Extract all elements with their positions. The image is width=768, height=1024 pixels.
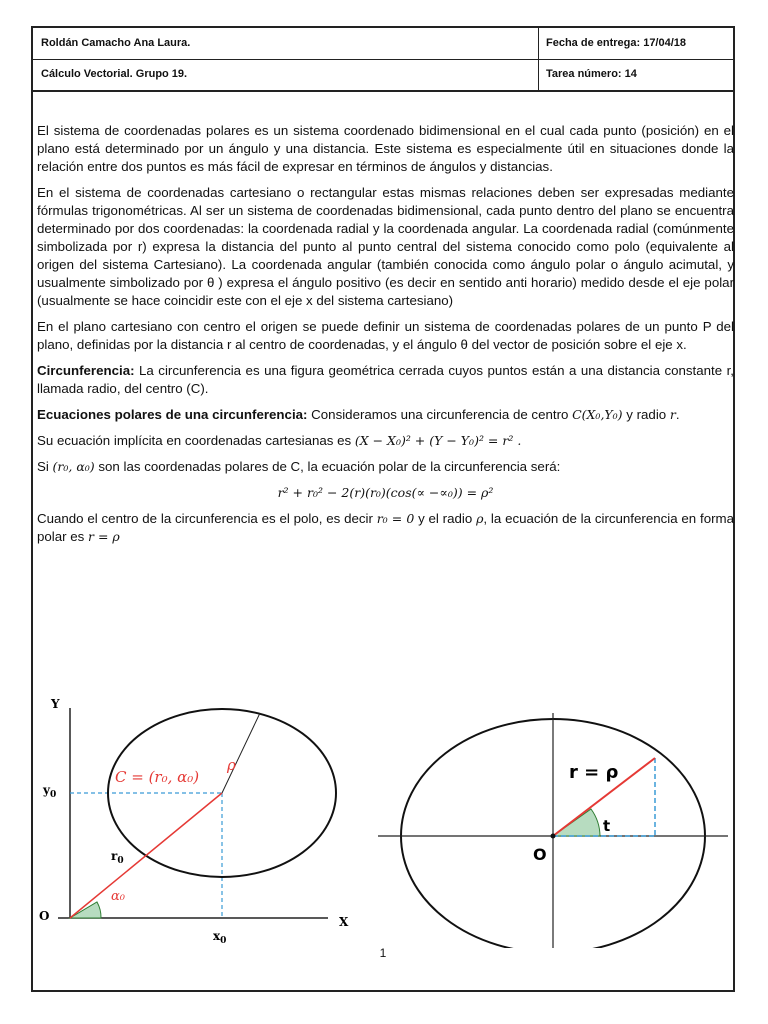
pole-rho: ρ	[476, 511, 484, 526]
polar-equations-text: Consideramos una circunferencia de centro	[307, 407, 573, 422]
y0-label: $y_0$	[43, 783, 57, 800]
polar-coords-post: son las coordenadas polares de C, la ecuación polar de la circunferencia será:	[94, 459, 561, 474]
angle-t-sector	[553, 809, 600, 836]
rho-label: ρ	[227, 756, 236, 774]
polar-equation: r² + r₀² − 2(r)(r₀)(cos(∝ −∝₀)) = ρ²	[277, 485, 494, 500]
radius-symbol: r	[669, 407, 676, 422]
r-rho-label: r = ρ	[569, 762, 619, 783]
implicit-text: Su ecuación implícita en coordenadas cartesianas es	[37, 433, 355, 448]
paragraph-implicit	[37, 432, 734, 450]
r0-label: $r_0$	[111, 849, 124, 866]
radius-r0-line	[70, 793, 222, 918]
rho-line	[222, 713, 260, 793]
author-name: Roldán Camacho Ana Laura.	[41, 37, 191, 49]
pole-equation: r = ρ	[88, 529, 120, 544]
implicit-equation: (X − X₀)² + (Y − Y₀)² = r² .	[354, 433, 522, 448]
x-axis-label: X	[339, 915, 349, 929]
paragraph-polar-coords	[37, 458, 734, 476]
paragraph-circumference	[37, 362, 734, 398]
header-divider-horizontal	[33, 59, 733, 60]
figure-left	[39, 697, 349, 946]
paragraph-pole	[37, 510, 734, 546]
paragraph-cartesian: En el sistema de coordenadas cartesiano o rectangular estas mismas relaciones deben ser expresadas mediante fórmulas trigonométricas. Al ser un sistema de coordenadas bidimensional, cada punto dentro del plano se encuentra determinado por dos coordenadas: la coordenada radial y la coordenada angular. La coordenada radial (comúnmente simbolizada por r) expresa la distancia del punto al punto central del sistema conocido como polo (equivalente al origen del sistema Cartesiano). La coordenada angular (también conocida como ángulo polar o ángulo acimutal, y usualmente simbolizado por θ ) expresa el ángulo positivo (es decir en sentido anti horario) medido desde el eje polar (usualmente se hace coincidir este con el eje x del sistema cartesiano)	[37, 185, 734, 308]
alpha0-label: α₀	[111, 889, 125, 904]
figures	[33, 688, 737, 948]
polar-coords-symbol: (r₀, α₀)	[52, 459, 95, 474]
circumference-label: Circunferencia:	[37, 363, 135, 378]
header-table	[33, 28, 733, 92]
right-origin-label: O	[533, 845, 547, 864]
document-body	[37, 122, 734, 554]
task-number: Tarea número: 14	[546, 68, 637, 80]
figure-right	[378, 713, 728, 948]
polar-equations-end: .	[675, 407, 680, 422]
pole-mid2: , la ecuación de la circunferencia en forma polar es	[37, 511, 734, 544]
page-frame	[31, 26, 735, 992]
polar-equations-and: y radio	[622, 407, 670, 422]
angle-t-label: t	[603, 817, 611, 835]
paragraph-intro: El sistema de coordenadas polares es un sistema coordenado bidimensional en el cual cada punto (posición) en el plano está determinado por un ángulo y una distancia. Este sistema es especialmente útil en situaciones donde la relación entre dos puntos es más fácil de expresar en términos de ángulos y distancias.	[37, 123, 734, 174]
paragraph-polar-equations	[37, 406, 734, 424]
origin-point	[551, 834, 556, 839]
page-number: 1	[379, 946, 387, 960]
center-symbol: C(X₀,Y₀)	[572, 407, 623, 422]
y-axis-label: Y	[51, 697, 60, 711]
due-date: Fecha de entrega: 17/04/18	[546, 37, 687, 49]
paragraph-plane: En el plano cartesiano con centro el origen se puede definir un sistema de coordenadas polares de un punto P del plano, definidas por la distancia r al centro de coordenadas, y el ángulo θ del vector de posición sobre el eje x.	[37, 319, 734, 352]
pole-pre: Cuando el centro de la circunferencia es el polo, es decir	[37, 511, 377, 526]
center-label: C = (r₀, α₀)	[115, 768, 200, 786]
polar-equation-line	[37, 484, 734, 502]
x0-label: $x_0$	[213, 929, 227, 946]
pole-mid: y el radio	[414, 511, 477, 526]
course-name: Cálculo Vectorial. Grupo 19.	[41, 68, 188, 80]
pole-r0: r₀ = 0	[376, 511, 415, 526]
origin-label: O	[39, 909, 50, 923]
polar-coords-pre: Si	[37, 459, 53, 474]
polar-equations-label: Ecuaciones polares de una circunferencia:	[37, 407, 308, 422]
circumference-text: La circunferencia es una figura geométrica cerrada cuyos puntos están a una distancia constante r, llamada radio, del centro (C).	[37, 363, 734, 396]
